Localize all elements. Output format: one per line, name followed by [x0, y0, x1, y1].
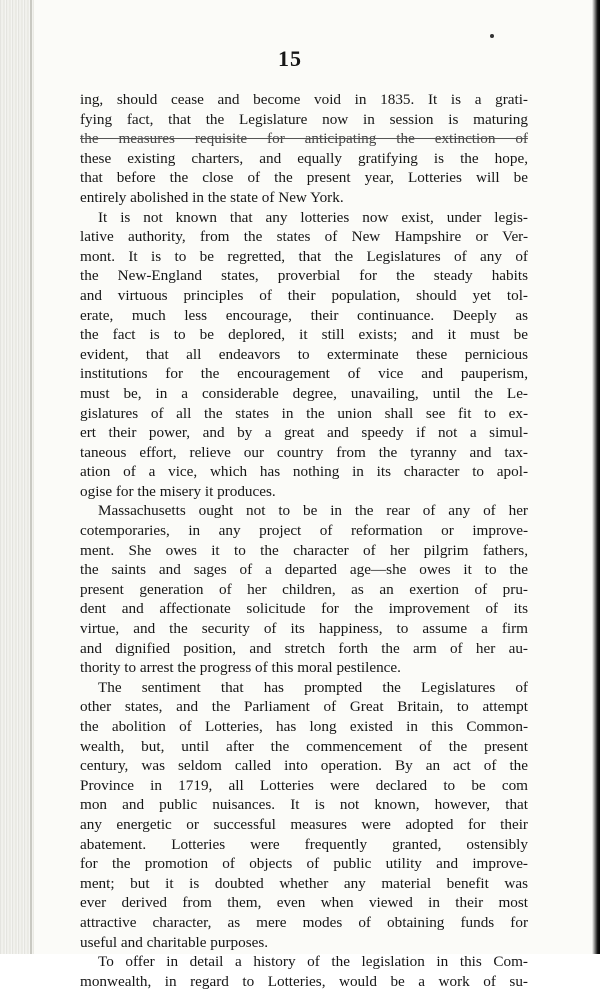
- paragraph: [80, 501, 528, 677]
- text-line: To offer in detail a history of the legislation in this Com-: [98, 953, 528, 971]
- text-line: mont. It is to be regretted, that the Legislatures of any of: [80, 247, 528, 265]
- text-line: cotemporaries, in any project of reformation or improve-: [80, 522, 528, 540]
- text-line: any energetic or successful measures were adopted for their: [80, 815, 528, 833]
- text-line-struck: the measures requisite for anticipating the extinction of: [80, 130, 528, 148]
- ink-speck: [490, 34, 494, 38]
- text-line: institutions for the encouragement of vice and pauperism,: [80, 365, 528, 383]
- text-line: present generation of her children, as an exertion of pru-: [80, 580, 528, 598]
- text-line: other states, and the Parliament of Great Britain, to attempt: [80, 698, 528, 716]
- text-line: ogise for the misery it produces.: [80, 482, 276, 500]
- text-line: gislatures of all the states in the union shall see fit to ex-: [80, 404, 528, 422]
- text-line: useful and charitable purposes.: [80, 933, 269, 951]
- paragraph: [80, 678, 528, 952]
- paragraph: [80, 208, 528, 502]
- text-line: the New-England states, proverbial for the steady habits: [80, 267, 528, 285]
- text-line: ever derived from them, even when viewed in their most: [80, 894, 528, 912]
- text-line: virtue, and the security of its happiness, to assume a firm: [80, 620, 528, 638]
- page-number: 15: [278, 46, 302, 71]
- text-line: entirely abolished in the state of New York.: [80, 188, 344, 206]
- text-line: The sentiment that has prompted the Legislatures of: [98, 678, 528, 696]
- text-line: ation of a vice, which has nothing in its character to apol-: [80, 463, 528, 481]
- paragraph: [80, 90, 528, 208]
- text-line: the saints and sages of a departed age—she owes it to the: [80, 561, 528, 579]
- text-line: thority to arrest the progress of this moral pestilence.: [80, 659, 401, 677]
- text-line: ing, should cease and become void in 1835. It is a grati-: [80, 91, 528, 108]
- text-line: must be, in a considerable degree, unavailing, until the Le-: [80, 384, 528, 402]
- text-line: monwealth, in regard to Lotteries, would be a work of su-: [80, 972, 528, 990]
- text-line: attractive character, as mere modes of obtaining funds for: [80, 913, 528, 931]
- text-line: for the promotion of objects of public utility and improve-: [80, 855, 528, 873]
- page-right-edge: [592, 0, 600, 954]
- text-line: the abolition of Lotteries, has long existed in this Common-: [80, 718, 528, 735]
- text-line: dent and affectionate solicitude for the improvement of its: [80, 600, 528, 618]
- text-line-italic-lead: mon and public nuisances. It is not known, however, that: [80, 796, 528, 814]
- text-line: Massachusetts ought not to be in the rear of any of her: [98, 502, 528, 520]
- text-line: and dignified position, and stretch forth the arm of her au-: [80, 639, 528, 657]
- text-line: these existing charters, and equally gratifying is the hope,: [80, 149, 528, 167]
- text-line: abatement. Lotteries were frequently granted, ostensibly: [80, 835, 528, 853]
- body-text: [80, 90, 528, 991]
- text-line: fying fact, that the Legislature now in session is maturing: [80, 110, 528, 128]
- text-line: lative authority, from the states of New Hampshire or Ver-: [80, 228, 528, 246]
- text-line: evident, that all endeavors to exterminate these pernicious: [80, 345, 528, 363]
- text-line: erate, much less encourage, their continuance. Deeply as: [80, 306, 528, 324]
- text-line: that before the close of the present year, Lotteries will be: [80, 169, 528, 187]
- text-line: It is not known that any lotteries now exist, under legis-: [98, 208, 528, 226]
- text-line: the fact is to be deplored, it still exists; and it must be: [80, 326, 528, 344]
- text-line: Province in 1719, all Lotteries were declared to be com: [80, 776, 528, 794]
- text-line: ment. She owes it to the character of her pilgrim fathers,: [80, 541, 528, 559]
- text-line: and virtuous principles of their population, should yet tol-: [80, 286, 528, 304]
- text-line: taneous effort, relieve our country from the tyranny and tax-: [80, 443, 528, 461]
- paragraph: [80, 952, 528, 991]
- text-line: century, was seldom called into operation. By an act of the: [80, 757, 528, 775]
- text-line: wealth, but, until after the commencement of the present: [80, 737, 528, 755]
- text-line: ment; but it is doubted whether any material benefit was: [80, 874, 528, 892]
- binding-edge: [30, 0, 32, 954]
- binding-gutter: [0, 0, 34, 954]
- text-line: ert their power, and by a great and speedy if not a simul-: [80, 424, 528, 442]
